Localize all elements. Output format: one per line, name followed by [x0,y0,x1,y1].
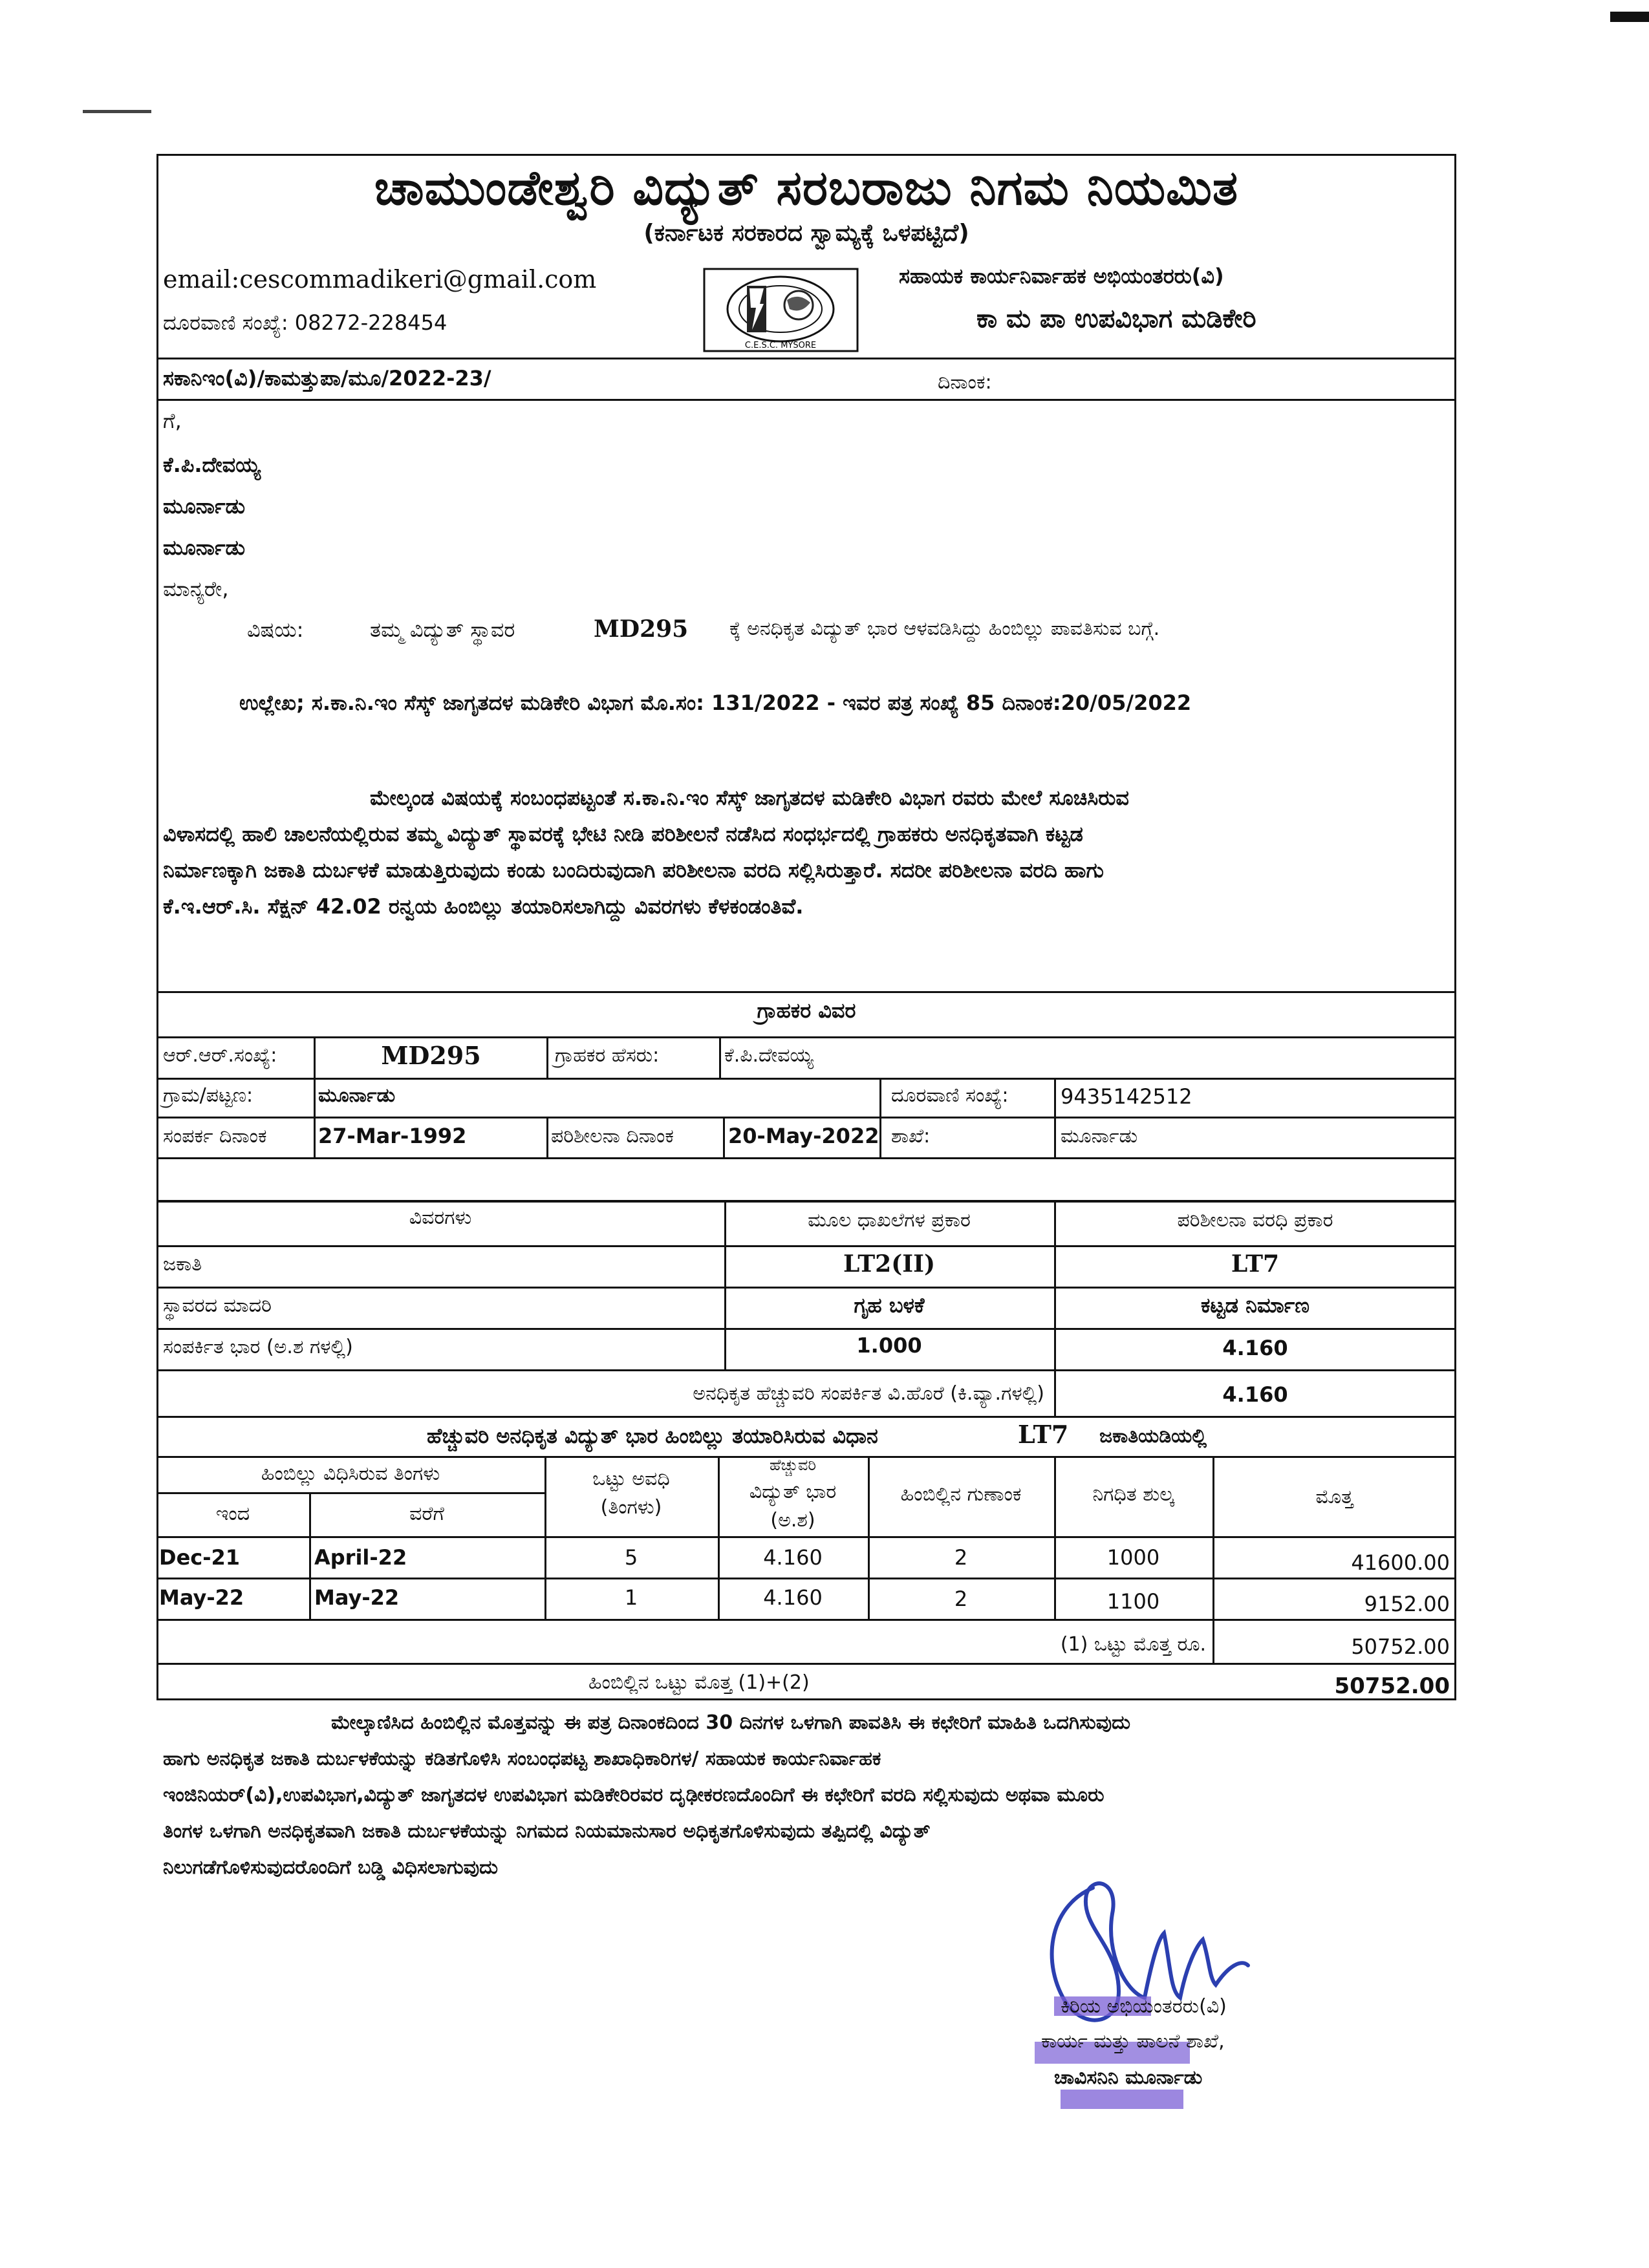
branch-value: ಮೂರ್ನಾಡು [1061,1125,1138,1148]
subject-text: ಕ್ಕೆ ಅನಧಿಕೃತ ವಿದ್ಯುತ್ ಭಾರ ಆಳವಡಿಸಿದ್ದು ಹಿಂಬಿಲ್ಲು ಪಾವತಿಸುವ ಬಗ್ಗೆ. [729,617,1160,640]
signatory-designation: ಕಿರಿಯ ಅಭಿಯಂತರರು(ವಿ) [1061,1995,1227,2018]
table-line [719,1036,721,1078]
inspection-date-label: ಪರಿಶೀಲನಾ ದಿನಾಂಕ [551,1125,674,1148]
grand-total-label: ಹಿಂಬಿಲ್ಲಿನ ಒಟ್ಟು ಮೊತ್ತ (1)+(2) [588,1671,810,1694]
billing-col-charge: ನಿಗಧಿತ ಶುಲ್ಕ [1092,1483,1174,1506]
billing-col-amount: ಮೊತ್ತ [1315,1486,1353,1508]
subject-text: ತಮ್ಮ ವಿದ್ಯುತ್ ಸ್ಥಾವರ [370,617,515,642]
billing-col-load-top: ಹೆಚ್ಚುವರಿ [769,1456,817,1474]
subject-label: ವಿಷಯ: [247,617,304,642]
comparison-header: ಮೂಲ ಧಾಖಲೆಗಳ ಪ್ರಕಾರ [808,1209,971,1232]
connection-date-value: 27-Mar-1992 [318,1124,467,1148]
billing-row-charge: 1100 [1106,1589,1160,1614]
scan-edge-mark [1610,12,1649,22]
email-address: email:cescommadikeri@gmail.com [163,265,597,294]
body-paragraph: ಮೇಲ್ಕಂಡ ವಿಷಯಕ್ಕೆ ಸಂಬಂಧಪಟ್ಟಂತೆ ಸ.ಕಾ.ನಿ.ಇಂ ಸೆಸ್ಕ್ ಜಾಗೃತದಳ ಮಡಿಕೇರಿ ವಿಭಾಗ ರವರು ಮೇಲೆ ಸೂಚಿಸಿರುವ [370,786,1129,810]
table-line [156,1036,1456,1038]
table-line [156,1328,1456,1330]
reference-line: ಉಲ್ಲೇಖ; ಸ.ಕಾ.ನಿ.ಇಂ ಸೆಸ್ಕ್ ಜಾಗೃತದಳ ಮಡಿಕೇರಿ ವಿಭಾಗ ಮೊ.ಸಂ: 131/2022 - ಇವರ ಪತ್ರ ಸಂಖ್ಯೆ 85 ದಿನಾಂಕ:20/05/2022 [239,690,1192,715]
recipient-to: ಗೆ, [163,409,182,433]
billing-row-load: 4.160 [763,1545,823,1570]
subject-rr-code: MD295 [594,615,689,643]
consumer-phone-label: ದೂರವಾಣಿ ಸಂಖ್ಯೆ: [891,1084,1009,1107]
billing-col-months: ಹಿಂಬಿಲ್ಲು ವಿಧಿಸಿರುವ ತಿಂಗಳು [261,1462,440,1485]
table-line [723,1117,725,1157]
excess-load-value: 4.160 [1222,1382,1288,1407]
original-connected-load: 1.000 [856,1333,922,1358]
date-label: ದಿನಾಂಕ: [938,371,992,394]
table-line [156,1578,1456,1579]
billing-row-load: 4.160 [763,1585,823,1610]
billing-col-from: ಇಂದ [215,1503,250,1525]
signatory-location: ಚಾವಿಸನಿನಿ ಮೂರ್ನಾಡು [1054,2066,1203,2089]
billing-row-factor: 2 [954,1545,968,1570]
closing-paragraph: ಹಾಗು ಅನಧಿಕೃತ ಜಕಾತಿ ದುರ್ಬಳಕೆಯನ್ನು ಕಡಿತಗೊಳಿಸಿ ಸಂಬಂಧಪಟ್ಟ ಶಾಖಾಧಿಕಾರಿಗಳ/ ಸಹಾಯಕ ಕಾರ್ಯನಿರ್ವಾಹಕ [163,1748,881,1770]
salutation: ಮಾನ್ಯರೇ, [163,577,229,601]
subtotal-value: 50752.00 [1351,1634,1450,1659]
logo-text: C.E.S.C. MYSORE [744,341,817,350]
scan-edge-mark [83,110,151,113]
organization-title: ಚಾಮುಂಡೇಶ್ವರಿ ವಿದ್ಯುತ್ ಸರಬರಾಜು ನಿಗಮ ನಿಯಮಿತ [374,160,1239,216]
consumer-name-value: ಕೆ.ಪಿ.ದೇವಯ್ಯ [724,1044,814,1067]
organization-subtitle: (ಕರ್ನಾಟಕ ಸರಕಾರದ ಸ್ವಾಮ್ಯಕ್ಕೆ ಒಳಪಟ್ಟಿದೆ) [643,220,969,246]
branch-label: ಶಾಖೆ: [891,1125,931,1148]
billing-col-to: ವರೆಗೆ [409,1503,444,1525]
body-paragraph: ನಿರ್ಮಾಣಕ್ಕಾಗಿ ಜಕಾತಿ ದುರ್ಬಳಕೆ ಮಾಡುತ್ತಿರುವುದು ಕಂಡು ಬಂದಿರುವುದಾಗಿ ಪರಿಶೀಲನಾ ವರದಿ ಸಲ್ಲಿಸಿರುತ್ತಾರೆ. ಸದರೀ ಪರಿಶೀಲನಾ ವರದಿ ಹಾಗು [163,858,1104,883]
connection-date-label: ಸಂಪರ್ಕ ದಿನಾಂಕ [163,1125,267,1148]
recipient-address-line: ಮೂರ್ನಾಡು [163,494,246,519]
table-line [156,1663,1456,1665]
divider [156,399,1456,401]
billing-col-period: ಒಟ್ಟು ಅವಧಿ (ತಿಂಗಳು) [592,1468,670,1519]
office-phone: ದೂರವಾಣಿ ಸಂಖ್ಯೆ: 08272-228454 [163,310,447,335]
comparison-row-label: ಸ್ಥಾವರದ ಮಾದರಿ [163,1294,272,1317]
billing-row-amount: 41600.00 [1351,1550,1450,1575]
village-label: ಗ್ರಾಮ/ಪಟ್ಟಣ: [163,1084,253,1107]
table-line [546,1036,548,1078]
recipient-address-line: ಮೂರ್ನಾಡು [163,535,246,560]
table-line [156,1619,1456,1621]
table-line [156,1416,1456,1418]
table-line [879,1078,881,1157]
billing-row-period: 1 [624,1585,638,1610]
billing-col-factor: ಹಿಂಬಿಲ್ಲಿನ ಗುಣಾಂಕ [900,1483,1022,1506]
body-paragraph: ಕೆ.ಇ.ಆರ್.ಸಿ. ಸೆಕ್ಷನ್ 42.02 ರನ್ವಯ ಹಿಂಬಿಲ್ಲು ತಯಾರಿಸಲಾಗಿದ್ದು ವಿವರಗಳು ಕೆಳಕಂಡಂತಿವೆ. [163,894,804,919]
cesc-logo-icon [702,266,860,354]
closing-paragraph: ಮೇಲ್ಕಾಣಿಸಿದ ಹಿಂಬಿಲ್ಲಿನ ಮೊತ್ತವನ್ನು ಈ ಪತ್ರ ದಿನಾಂಕದಿಂದ 30 ದಿನಗಳ ಒಳಗಾಗಿ ಪಾವತಿಸಿ ಈ ಕಛೇರಿಗೆ ಮಾಹಿತಿ ಒದಗಿಸುವುದು [331,1711,1131,1734]
billing-row-to: May-22 [314,1585,400,1610]
subtotal-label: (1) ಒಟ್ಟು ಮೊತ್ತ ರೂ. [1060,1633,1206,1656]
table-line [156,1117,1456,1118]
inspection-date-value: 20-May-2022 [728,1124,879,1148]
signatory-office: ಕಾರ್ಯ ಮತ್ತು ಪಾಲನೆ ಶಾಖೆ, [1041,2030,1225,2053]
letter-reference-number: ಸಕಾನಿಇಂ(ವಿ)/ಕಾಮತ್ತುಪಾ/ಮೂ/2022-23/ [163,366,491,390]
comparison-header: ಪರಿಶೀಲನಾ ವರಧಿ ಪ್ರಕಾರ [1177,1209,1333,1232]
closing-paragraph: ನಿಲುಗಡೆಗೊಳಿಸುವುದರೊಂದಿಗೆ ಬಡ್ಡಿ ವಿಧಿಸಲಾಗುವುದು [163,1856,499,1879]
billing-row-from: May-22 [159,1585,244,1610]
comparison-header: ವಿವರಗಳು [409,1206,472,1229]
table-line [1054,1078,1056,1157]
table-line [156,1287,1456,1289]
divider [156,358,1456,359]
table-line [156,1157,1456,1159]
billing-col-load-unit: (ಅ.ಶ) [770,1509,815,1532]
billing-tariff: LT7 [1018,1420,1069,1449]
excess-load-label: ಅನಧಿಕೃತ ಹೆಚ್ಚುವರಿ ಸಂಪರ್ಕಿತ ವಿ.ಹೊರೆ (ಕಿ.ವ್ಯಾ.ಗಳಲ್ಲಿ) [693,1382,1044,1405]
rr-number-value: MD295 [381,1041,481,1070]
rr-number-label: ಆರ್.ಆರ್.ಸಂಖ್ಯೆ: [163,1044,277,1067]
consumer-phone-value: 9435142512 [1061,1084,1192,1109]
inspection-connected-load: 4.160 [1222,1336,1288,1360]
grand-total-value: 50752.00 [1334,1673,1450,1699]
consumer-name-label: ಗ್ರಾಹಕರ ಹೆಸರು: [555,1044,660,1067]
billing-row-amount: 9152.00 [1364,1592,1450,1616]
billing-row-to: April-22 [314,1545,407,1570]
inspection-installation-type: ಕಟ್ಟಡ ನಿರ್ಮಾಣ [1201,1293,1310,1318]
closing-paragraph: ಇಂಜಿನಿಯರ್(ವಿ),ಉಪವಿಭಾಗ,ವಿದ್ಯುತ್ ಜಾಗೃತದಳ ಉಪವಿಭಾಗ ಮಡಿಕೇರಿರವರ ದೃಢೀಕರಣದೊಂದಿಗೆ ಈ ಕಛೇರಿಗೆ ವರದಿ ಸಲ್ಲಿಸುವುದು ಅಥವಾ ಮೂರು [163,1784,1105,1806]
table-line [156,991,1456,993]
table-line [156,1201,1456,1203]
original-installation-type: ಗೃಹ ಬಳಕೆ [854,1293,925,1318]
village-value: ಮೂರ್ನಾಡು [318,1084,396,1107]
inspection-tariff: LT7 [1231,1250,1280,1278]
body-paragraph: ವಿಳಾಸದಲ್ಲಿ ಹಾಲಿ ಚಾಲನೆಯಲ್ಲಿರುವ ತಮ್ಮ ವಿದ್ಯುತ್ ಸ್ಥಾವರಕ್ಕೆ ಭೇಟಿ ನೀಡಿ ಪರಿಶೀಲನೆ ನಡೆಸಿದ ಸಂಧರ್ಭದಲ್ಲಿ ಗ್ರಾಹಕರು ಅನಧಿಕೃತವಾಗಿ ಕಟ್ಟಡ [163,822,1083,846]
table-line [156,1492,544,1494]
original-tariff: LT2(II) [843,1250,935,1278]
consumer-section-title: ಗ್ರಾಹಕರ ವಿವರ [757,998,856,1023]
table-line [156,1078,1456,1080]
comparison-row-label: ಜಕಾತಿ [163,1253,202,1276]
table-line [156,1369,1456,1371]
billing-row-from: Dec-21 [159,1545,241,1570]
recipient-name: ಕೆ.ಪಿ.ದೇವಯ್ಯ [163,453,261,477]
billing-title-suffix: ಜಕಾತಿಯಡಿಯಲ್ಲಿ [1099,1425,1207,1448]
office-subdivision: ಕಾ ಮ ಪಾ ಉಪವಿಭಾಗ ಮಡಿಕೇರಿ [976,304,1256,334]
billing-row-period: 5 [624,1545,638,1570]
billing-title: ಹೆಚ್ಚುವರಿ ಅನಧಿಕೃತ ವಿದ್ಯುತ್ ಭಾರ ಹಿಂಬಿಲ್ಲು ತಯಾರಿಸಿರುವ ವಿಧಾನ [427,1424,878,1448]
billing-col-load: ವಿದ್ಯುತ್ ಭಾರ [749,1481,837,1503]
table-line [156,1536,1456,1538]
comparison-row-label: ಸಂಪರ್ಕಿತ ಭಾರ (ಅ.ಶ ಗಳಲ್ಲಿ) [163,1336,353,1358]
closing-paragraph: ತಿಂಗಳ ಒಳಗಾಗಿ ಅನಧಿಕೃತವಾಗಿ ಜಕಾತಿ ದುರ್ಬಳಕೆಯನ್ನು ನಿಗಮದ ನಿಯಮಾನುಸಾರ ಅಧಿಕೃತಗೊಳಿಸುವುದು ತಪ್ಪಿದಲ್ಲಿ ವಿದ್ಯುತ್ [163,1820,931,1843]
table-line [156,1245,1456,1247]
office-designation: ಸಹಾಯಕ ಕಾರ್ಯನಿರ್ವಾಹಕ ಅಭಿಯಂತರರು(ವಿ) [899,264,1224,288]
table-line [546,1117,548,1157]
billing-row-factor: 2 [954,1587,968,1611]
billing-row-charge: 1000 [1106,1545,1160,1570]
